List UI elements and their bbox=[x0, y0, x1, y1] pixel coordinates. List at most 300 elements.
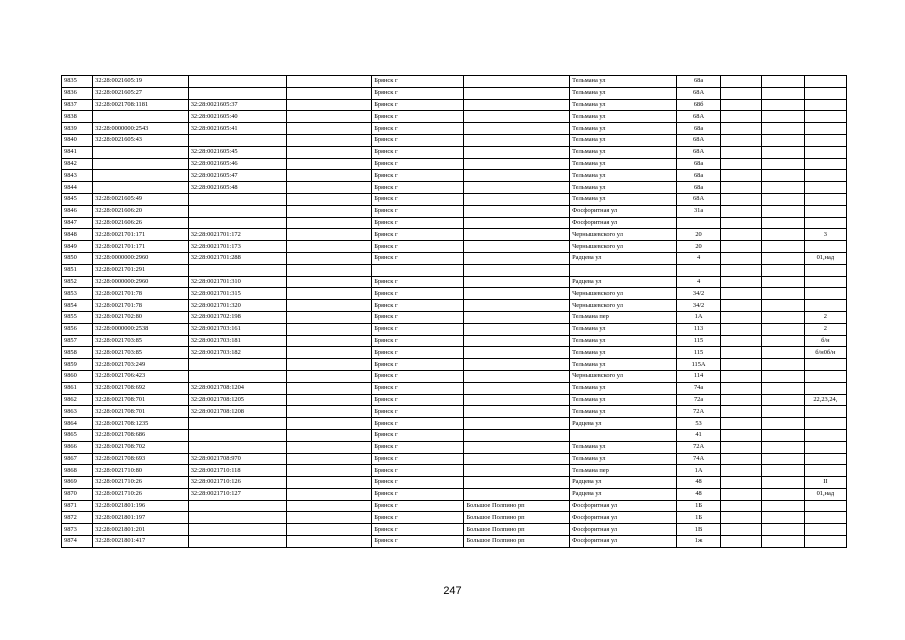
cell-city: Брянск г bbox=[372, 158, 464, 170]
cell-row-number: 9863 bbox=[62, 406, 93, 418]
cell-house-number: 1В bbox=[676, 524, 720, 536]
cell-cadastral-number: 32:28:0021708:693 bbox=[93, 453, 189, 465]
cell-linked-cadastral-number bbox=[188, 512, 286, 524]
table-row bbox=[62, 99, 847, 111]
cell-apartment bbox=[804, 158, 846, 170]
cell-city: Брянск г bbox=[372, 370, 464, 382]
cell-col-9 bbox=[721, 264, 762, 276]
cell-apartment bbox=[804, 453, 846, 465]
cell-city: Брянск г bbox=[372, 99, 464, 111]
cell-linked-cadastral-number bbox=[188, 418, 286, 430]
table-row bbox=[62, 453, 847, 465]
cell-apartment bbox=[804, 370, 846, 382]
cell-col-9 bbox=[721, 488, 762, 500]
table-row bbox=[62, 123, 847, 135]
cell-street: Фосфоритная ул bbox=[570, 536, 677, 548]
cell-empty-column bbox=[286, 158, 372, 170]
cell-settlement bbox=[464, 382, 570, 394]
cell-linked-cadastral-number: 32:28:0021703:182 bbox=[188, 347, 286, 359]
cell-street: Фосфоритная ул bbox=[570, 500, 677, 512]
cell-linked-cadastral-number bbox=[188, 76, 286, 88]
cell-settlement bbox=[464, 406, 570, 418]
cell-apartment bbox=[804, 382, 846, 394]
cell-col-10 bbox=[762, 311, 804, 323]
cell-street: Тельмана ул bbox=[570, 123, 677, 135]
cell-house-number: 113 bbox=[676, 323, 720, 335]
cell-settlement bbox=[464, 217, 570, 229]
cell-cadastral-number bbox=[93, 182, 189, 194]
cell-settlement bbox=[464, 158, 570, 170]
cell-linked-cadastral-number bbox=[188, 205, 286, 217]
cell-linked-cadastral-number: 32:28:0021605:48 bbox=[188, 182, 286, 194]
table-row bbox=[62, 217, 847, 229]
cell-empty-column bbox=[286, 536, 372, 548]
cell-linked-cadastral-number: 32:28:0021708:1208 bbox=[188, 406, 286, 418]
cell-col-10 bbox=[762, 99, 804, 111]
cell-cadastral-number: 32:28:0021708:686 bbox=[93, 429, 189, 441]
table-row bbox=[62, 335, 847, 347]
cell-apartment: 22,23,24, bbox=[804, 394, 846, 406]
cell-col-9 bbox=[721, 87, 762, 99]
cell-settlement bbox=[464, 288, 570, 300]
cell-col-10 bbox=[762, 406, 804, 418]
cell-city: Брянск г bbox=[372, 241, 464, 253]
cell-linked-cadastral-number: 32:28:0021605:45 bbox=[188, 146, 286, 158]
cell-linked-cadastral-number: 32:28:0021708:970 bbox=[188, 453, 286, 465]
table-row bbox=[62, 311, 847, 323]
cell-apartment: б/н bbox=[804, 335, 846, 347]
cell-city: Брянск г bbox=[372, 500, 464, 512]
cell-linked-cadastral-number: 32:28:0021710:127 bbox=[188, 488, 286, 500]
cell-apartment bbox=[804, 111, 846, 123]
cell-empty-column bbox=[286, 406, 372, 418]
cell-house-number: 74А bbox=[676, 453, 720, 465]
table-row bbox=[62, 111, 847, 123]
cell-cadastral-number: 32:28:0021605:43 bbox=[93, 134, 189, 146]
cell-row-number: 9865 bbox=[62, 429, 93, 441]
cell-settlement bbox=[464, 229, 570, 241]
cell-linked-cadastral-number bbox=[188, 217, 286, 229]
cell-row-number: 9835 bbox=[62, 76, 93, 88]
cell-row-number: 9860 bbox=[62, 370, 93, 382]
cell-house-number bbox=[676, 217, 720, 229]
cell-settlement bbox=[464, 123, 570, 135]
cell-col-9 bbox=[721, 394, 762, 406]
cell-apartment bbox=[804, 87, 846, 99]
cell-cadastral-number: 32:28:0021703:85 bbox=[93, 335, 189, 347]
cell-empty-column bbox=[286, 477, 372, 489]
cell-col-10 bbox=[762, 429, 804, 441]
cell-settlement bbox=[464, 441, 570, 453]
cell-apartment bbox=[804, 288, 846, 300]
cell-empty-column bbox=[286, 300, 372, 312]
cell-street: Тельмана ул bbox=[570, 359, 677, 371]
cell-settlement bbox=[464, 465, 570, 477]
cell-col-9 bbox=[721, 193, 762, 205]
cell-col-10 bbox=[762, 394, 804, 406]
cell-settlement bbox=[464, 111, 570, 123]
cell-house-number: 68а bbox=[676, 76, 720, 88]
cell-street: Тельмана ул bbox=[570, 170, 677, 182]
cell-col-10 bbox=[762, 382, 804, 394]
cell-city: Брянск г bbox=[372, 394, 464, 406]
cell-city: Брянск г bbox=[372, 477, 464, 489]
cell-street: Тельмана ул bbox=[570, 323, 677, 335]
cell-row-number: 9847 bbox=[62, 217, 93, 229]
cell-empty-column bbox=[286, 359, 372, 371]
cell-house-number: 1А bbox=[676, 465, 720, 477]
cell-street: Тельмана ул bbox=[570, 347, 677, 359]
cell-linked-cadastral-number bbox=[188, 524, 286, 536]
cell-col-9 bbox=[721, 512, 762, 524]
cell-house-number: 4 bbox=[676, 276, 720, 288]
cell-col-10 bbox=[762, 453, 804, 465]
cell-row-number: 9873 bbox=[62, 524, 93, 536]
cell-row-number: 9845 bbox=[62, 193, 93, 205]
cell-row-number: 9852 bbox=[62, 276, 93, 288]
cell-settlement bbox=[464, 453, 570, 465]
cell-col-9 bbox=[721, 134, 762, 146]
cell-linked-cadastral-number bbox=[188, 429, 286, 441]
cell-apartment bbox=[804, 406, 846, 418]
cell-apartment bbox=[804, 276, 846, 288]
cell-linked-cadastral-number: 32:28:0021708:1204 bbox=[188, 382, 286, 394]
register-table bbox=[61, 75, 847, 548]
cell-settlement bbox=[464, 488, 570, 500]
cell-street: Тельмана ул bbox=[570, 76, 677, 88]
cell-cadastral-number bbox=[93, 158, 189, 170]
cell-city: Брянск г bbox=[372, 418, 464, 430]
cell-city: Брянск г bbox=[372, 441, 464, 453]
cell-col-9 bbox=[721, 500, 762, 512]
cell-empty-column bbox=[286, 418, 372, 430]
cell-cadastral-number bbox=[93, 146, 189, 158]
cell-apartment bbox=[804, 182, 846, 194]
cell-house-number: 68а bbox=[676, 182, 720, 194]
cell-house-number: 68а bbox=[676, 170, 720, 182]
table-row bbox=[62, 252, 847, 264]
cell-col-10 bbox=[762, 182, 804, 194]
cell-linked-cadastral-number bbox=[188, 441, 286, 453]
table-row bbox=[62, 170, 847, 182]
cell-row-number: 9864 bbox=[62, 418, 93, 430]
cell-city: Брянск г bbox=[372, 170, 464, 182]
cell-col-9 bbox=[721, 217, 762, 229]
cell-street: Чернышевского ул bbox=[570, 370, 677, 382]
cell-apartment bbox=[804, 134, 846, 146]
cell-city: Брянск г bbox=[372, 512, 464, 524]
cell-col-10 bbox=[762, 418, 804, 430]
cell-col-9 bbox=[721, 158, 762, 170]
cell-col-9 bbox=[721, 347, 762, 359]
cell-empty-column bbox=[286, 241, 372, 253]
cell-apartment: 2 bbox=[804, 311, 846, 323]
cell-col-10 bbox=[762, 477, 804, 489]
cell-house-number: 68б bbox=[676, 99, 720, 111]
cell-linked-cadastral-number: 32:28:0021605:40 bbox=[188, 111, 286, 123]
cell-cadastral-number: 32:28:0021606:20 bbox=[93, 205, 189, 217]
cell-col-10 bbox=[762, 264, 804, 276]
cell-apartment bbox=[804, 264, 846, 276]
table-row bbox=[62, 512, 847, 524]
cell-apartment: 01,над bbox=[804, 252, 846, 264]
cell-cadastral-number: 32:28:0021606:26 bbox=[93, 217, 189, 229]
cell-city: Брянск г bbox=[372, 252, 464, 264]
cell-empty-column bbox=[286, 252, 372, 264]
cell-street: Фосфоритная ул bbox=[570, 524, 677, 536]
cell-city: Брянск г bbox=[372, 323, 464, 335]
cell-settlement bbox=[464, 359, 570, 371]
cell-col-10 bbox=[762, 524, 804, 536]
cell-col-9 bbox=[721, 288, 762, 300]
cell-row-number: 9853 bbox=[62, 288, 93, 300]
cell-linked-cadastral-number: 32:28:0021708:1205 bbox=[188, 394, 286, 406]
cell-row-number: 9861 bbox=[62, 382, 93, 394]
table-row bbox=[62, 394, 847, 406]
cell-col-10 bbox=[762, 123, 804, 135]
cell-apartment: II bbox=[804, 477, 846, 489]
cell-linked-cadastral-number: 32:28:0021701:320 bbox=[188, 300, 286, 312]
cell-empty-column bbox=[286, 217, 372, 229]
cell-linked-cadastral-number: 32:28:0021605:41 bbox=[188, 123, 286, 135]
cell-street: Радцева ул bbox=[570, 276, 677, 288]
table-row bbox=[62, 323, 847, 335]
cell-apartment: 3 bbox=[804, 229, 846, 241]
cell-street: Радцева ул bbox=[570, 477, 677, 489]
cell-col-10 bbox=[762, 512, 804, 524]
cell-empty-column bbox=[286, 512, 372, 524]
cell-col-9 bbox=[721, 146, 762, 158]
cell-street: Тельмана ул bbox=[570, 335, 677, 347]
cell-row-number: 9862 bbox=[62, 394, 93, 406]
cell-col-10 bbox=[762, 300, 804, 312]
cell-col-9 bbox=[721, 429, 762, 441]
cell-city: Брянск г bbox=[372, 347, 464, 359]
cell-empty-column bbox=[286, 488, 372, 500]
cell-col-10 bbox=[762, 276, 804, 288]
cell-col-9 bbox=[721, 370, 762, 382]
cell-street: Тельмана ул bbox=[570, 134, 677, 146]
cell-city: Брянск г bbox=[372, 359, 464, 371]
cell-row-number: 9841 bbox=[62, 146, 93, 158]
cell-cadastral-number: 32:28:0021701:171 bbox=[93, 241, 189, 253]
cell-col-10 bbox=[762, 76, 804, 88]
table-row bbox=[62, 264, 847, 276]
cell-street bbox=[570, 264, 677, 276]
cell-cadastral-number: 32:28:0021708:1235 bbox=[93, 418, 189, 430]
table-row bbox=[62, 87, 847, 99]
cell-col-10 bbox=[762, 288, 804, 300]
cell-settlement bbox=[464, 311, 570, 323]
cell-empty-column bbox=[286, 335, 372, 347]
cell-empty-column bbox=[286, 394, 372, 406]
table-row bbox=[62, 477, 847, 489]
cell-apartment bbox=[804, 359, 846, 371]
cell-cadastral-number bbox=[93, 111, 189, 123]
cell-col-10 bbox=[762, 335, 804, 347]
cell-linked-cadastral-number bbox=[188, 134, 286, 146]
cell-empty-column bbox=[286, 76, 372, 88]
cell-cadastral-number: 32:28:0021801:197 bbox=[93, 512, 189, 524]
cell-col-10 bbox=[762, 359, 804, 371]
cell-cadastral-number: 32:28:0000000:2543 bbox=[93, 123, 189, 135]
cell-settlement bbox=[464, 205, 570, 217]
cell-linked-cadastral-number: 32:28:0021701:310 bbox=[188, 276, 286, 288]
cell-col-9 bbox=[721, 111, 762, 123]
cell-row-number: 9844 bbox=[62, 182, 93, 194]
cell-house-number: 68А bbox=[676, 193, 720, 205]
cell-linked-cadastral-number: 32:28:0021710:126 bbox=[188, 477, 286, 489]
table-row bbox=[62, 134, 847, 146]
cell-row-number: 9849 bbox=[62, 241, 93, 253]
cell-col-10 bbox=[762, 134, 804, 146]
cell-row-number: 9854 bbox=[62, 300, 93, 312]
cell-row-number: 9866 bbox=[62, 441, 93, 453]
cell-settlement: Большое Полпино рп bbox=[464, 524, 570, 536]
cell-apartment bbox=[804, 418, 846, 430]
cell-col-9 bbox=[721, 76, 762, 88]
cell-col-10 bbox=[762, 146, 804, 158]
cell-empty-column bbox=[286, 99, 372, 111]
cell-house-number: 114 bbox=[676, 370, 720, 382]
cell-cadastral-number: 32:28:0021708:701 bbox=[93, 394, 189, 406]
cell-row-number: 9851 bbox=[62, 264, 93, 276]
cell-apartment bbox=[804, 205, 846, 217]
cell-apartment: 2 bbox=[804, 323, 846, 335]
cell-street: Тельмана ул bbox=[570, 441, 677, 453]
cell-settlement bbox=[464, 323, 570, 335]
cell-linked-cadastral-number: 32:28:0021703:181 bbox=[188, 335, 286, 347]
cell-empty-column bbox=[286, 429, 372, 441]
cell-row-number: 9837 bbox=[62, 99, 93, 111]
cell-empty-column bbox=[286, 453, 372, 465]
register-table-body bbox=[62, 76, 847, 548]
cell-empty-column bbox=[286, 87, 372, 99]
cell-settlement bbox=[464, 241, 570, 253]
table-row bbox=[62, 382, 847, 394]
cell-house-number: 115 bbox=[676, 347, 720, 359]
cell-house-number: 34/2 bbox=[676, 288, 720, 300]
cell-empty-column bbox=[286, 370, 372, 382]
cell-settlement bbox=[464, 335, 570, 347]
table-row bbox=[62, 429, 847, 441]
cell-apartment bbox=[804, 123, 846, 135]
cell-col-10 bbox=[762, 193, 804, 205]
cell-col-10 bbox=[762, 205, 804, 217]
cell-empty-column bbox=[286, 205, 372, 217]
page-number: 247 bbox=[443, 585, 462, 597]
cell-col-9 bbox=[721, 311, 762, 323]
cell-col-10 bbox=[762, 347, 804, 359]
cell-house-number: 115А bbox=[676, 359, 720, 371]
cell-cadastral-number: 32:28:0021710:26 bbox=[93, 488, 189, 500]
cell-col-9 bbox=[721, 323, 762, 335]
cell-col-9 bbox=[721, 418, 762, 430]
cell-col-10 bbox=[762, 241, 804, 253]
cell-col-9 bbox=[721, 441, 762, 453]
cell-empty-column bbox=[286, 229, 372, 241]
cell-house-number: 31а bbox=[676, 205, 720, 217]
cell-cadastral-number: 32:28:0021701:171 bbox=[93, 229, 189, 241]
table-row bbox=[62, 500, 847, 512]
cell-linked-cadastral-number bbox=[188, 193, 286, 205]
cell-city: Брянск г bbox=[372, 335, 464, 347]
table-row bbox=[62, 288, 847, 300]
cell-linked-cadastral-number bbox=[188, 500, 286, 512]
cell-settlement bbox=[464, 146, 570, 158]
cell-col-9 bbox=[721, 123, 762, 135]
cell-linked-cadastral-number: 32:28:0021701:315 bbox=[188, 288, 286, 300]
cell-linked-cadastral-number bbox=[188, 87, 286, 99]
cell-cadastral-number: 32:28:0021801:417 bbox=[93, 536, 189, 548]
cell-city: Брянск г bbox=[372, 146, 464, 158]
cell-cadastral-number: 32:28:0021701:78 bbox=[93, 288, 189, 300]
cell-street: Чернышевского ул bbox=[570, 241, 677, 253]
cell-city: Брянск г bbox=[372, 276, 464, 288]
cell-settlement bbox=[464, 87, 570, 99]
cell-col-9 bbox=[721, 99, 762, 111]
cell-linked-cadastral-number: 32:28:0021710:118 bbox=[188, 465, 286, 477]
cell-city: Брянск г bbox=[372, 76, 464, 88]
cell-linked-cadastral-number: 32:28:0021701:172 bbox=[188, 229, 286, 241]
cell-cadastral-number: 32:28:0021710:26 bbox=[93, 477, 189, 489]
cell-cadastral-number: 32:28:0021708:701 bbox=[93, 406, 189, 418]
cell-street: Тельмана пер bbox=[570, 465, 677, 477]
cell-apartment bbox=[804, 300, 846, 312]
cell-col-9 bbox=[721, 205, 762, 217]
cell-col-10 bbox=[762, 500, 804, 512]
cell-col-10 bbox=[762, 323, 804, 335]
cell-row-number: 9870 bbox=[62, 488, 93, 500]
cell-empty-column bbox=[286, 276, 372, 288]
cell-linked-cadastral-number bbox=[188, 264, 286, 276]
cell-house-number: 53 bbox=[676, 418, 720, 430]
cell-street: Тельмана ул bbox=[570, 394, 677, 406]
cell-city: Брянск г bbox=[372, 193, 464, 205]
cell-house-number: 20 bbox=[676, 241, 720, 253]
cell-settlement bbox=[464, 477, 570, 489]
cell-street: Тельмана пер bbox=[570, 311, 677, 323]
cell-empty-column bbox=[286, 500, 372, 512]
cell-empty-column bbox=[286, 323, 372, 335]
cell-row-number: 9856 bbox=[62, 323, 93, 335]
cell-col-10 bbox=[762, 217, 804, 229]
cell-row-number: 9836 bbox=[62, 87, 93, 99]
cell-settlement bbox=[464, 370, 570, 382]
cell-street: Чернышевского ул bbox=[570, 300, 677, 312]
cell-col-10 bbox=[762, 370, 804, 382]
cell-apartment bbox=[804, 429, 846, 441]
cell-apartment bbox=[804, 441, 846, 453]
cell-settlement bbox=[464, 264, 570, 276]
table-row bbox=[62, 193, 847, 205]
cell-street: Тельмана ул bbox=[570, 193, 677, 205]
cell-house-number: 34/2 bbox=[676, 300, 720, 312]
table-row bbox=[62, 488, 847, 500]
cell-linked-cadastral-number: 32:28:0021701:288 bbox=[188, 252, 286, 264]
cell-cadastral-number: 32:28:0021706:423 bbox=[93, 370, 189, 382]
cell-cadastral-number: 32:28:0021605:19 bbox=[93, 76, 189, 88]
cell-cadastral-number: 32:28:0000000:2538 bbox=[93, 323, 189, 335]
cell-house-number: 72а bbox=[676, 394, 720, 406]
cell-cadastral-number: 32:28:0021801:201 bbox=[93, 524, 189, 536]
table-row bbox=[62, 465, 847, 477]
cell-house-number: 20 bbox=[676, 229, 720, 241]
cell-settlement bbox=[464, 300, 570, 312]
cell-settlement bbox=[464, 76, 570, 88]
cell-apartment bbox=[804, 524, 846, 536]
cell-city: Брянск г bbox=[372, 229, 464, 241]
